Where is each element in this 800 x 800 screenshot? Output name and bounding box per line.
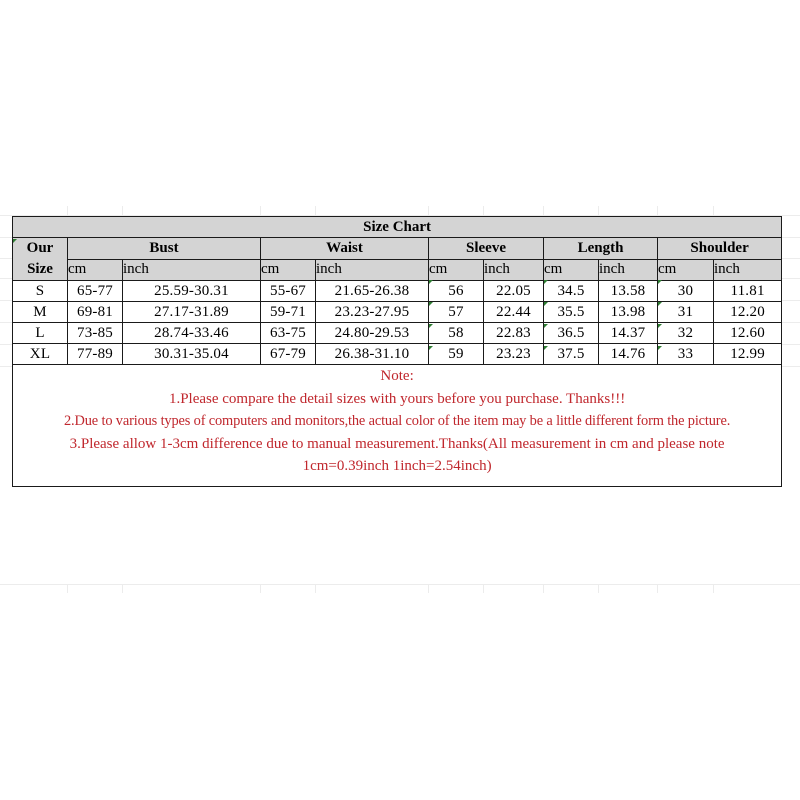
bust-inch-cell: 25.59-30.31 <box>123 281 261 302</box>
sleeve-cm-cell: 56 <box>429 281 484 302</box>
spreadsheet-gridline <box>315 206 316 216</box>
sleeve-cm-cell: 57 <box>429 302 484 323</box>
spreadsheet-gridline <box>543 206 544 216</box>
unit-header: cm <box>544 259 599 281</box>
cell-indicator-icon <box>544 346 548 350</box>
length-cm-cell: 37.5 <box>544 344 599 365</box>
note-line-1: 1.Please compare the detail sizes with yours before you purchase. Thanks!!! <box>168 390 626 407</box>
waist-cm-cell: 59-71 <box>261 302 316 323</box>
spreadsheet-gridline <box>713 585 714 593</box>
note-line-2: 2.Due to various types of computers and monitors,the actual color of the item may be a little different form the picture. <box>64 413 731 429</box>
waist-inch-cell: 24.80-29.53 <box>316 323 429 344</box>
note-line-3: 3.Please allow 1-3cm difference due to manual measurement.Thanks(All measurement in cm and please note <box>69 435 725 452</box>
shoulder-cm-cell: 32 <box>658 323 714 344</box>
unit-header: inch <box>599 259 658 281</box>
bust-cm-cell: 77-89 <box>68 344 123 365</box>
unit-header: inch <box>316 259 429 281</box>
cell-indicator-icon <box>13 239 17 243</box>
sleeve-cm-cell: 59 <box>429 344 484 365</box>
spreadsheet-gridline <box>67 585 68 593</box>
group-header-sleeve: Sleeve <box>429 238 544 260</box>
length-inch-cell: 13.58 <box>599 281 658 302</box>
shoulder-inch-cell: 11.81 <box>714 281 782 302</box>
cell-indicator-icon <box>429 302 433 306</box>
cell-indicator-icon <box>544 324 548 328</box>
waist-cm-cell: 67-79 <box>261 344 316 365</box>
spreadsheet-gridline <box>67 206 68 216</box>
spreadsheet-gridline <box>428 585 429 593</box>
cell-indicator-icon <box>429 280 433 284</box>
cell-indicator-icon <box>544 302 548 306</box>
spreadsheet-gridline <box>122 206 123 216</box>
bust-inch-cell: 27.17-31.89 <box>123 302 261 323</box>
chart-title: Size Chart <box>13 217 782 238</box>
size-cell: M <box>13 302 68 323</box>
cell-indicator-icon <box>658 346 662 350</box>
waist-cm-cell: 55-67 <box>261 281 316 302</box>
group-header-length: Length <box>544 238 658 260</box>
sleeve-inch-cell: 23.23 <box>484 344 544 365</box>
group-header-shoulder: Shoulder <box>658 238 782 260</box>
length-cm-cell: 34.5 <box>544 281 599 302</box>
waist-inch-cell: 26.38-31.10 <box>316 344 429 365</box>
spreadsheet-gridline <box>598 585 599 593</box>
bust-cm-cell: 65-77 <box>68 281 123 302</box>
size-column-header <box>13 238 68 281</box>
spreadsheet-gridline <box>483 585 484 593</box>
shoulder-inch-cell: 12.20 <box>714 302 782 323</box>
spreadsheet-gridline <box>483 206 484 216</box>
cell-indicator-icon <box>429 346 433 350</box>
shoulder-cm-cell: 31 <box>658 302 714 323</box>
spreadsheet-gridline <box>315 585 316 593</box>
cell-indicator-icon <box>658 324 662 328</box>
unit-header-row <box>13 259 782 281</box>
group-header-row <box>13 238 782 260</box>
note-heading: Note: <box>380 368 414 384</box>
shoulder-inch-cell: 12.60 <box>714 323 782 344</box>
size-header-line1: Our <box>26 240 54 256</box>
spreadsheet-gridline <box>260 206 261 216</box>
title-row <box>13 217 782 238</box>
shoulder-cm-cell: 30 <box>658 281 714 302</box>
length-cm-cell: 36.5 <box>544 323 599 344</box>
cell-indicator-icon <box>429 324 433 328</box>
length-inch-cell: 13.98 <box>599 302 658 323</box>
size-cell: XL <box>13 344 68 365</box>
size-cell: S <box>13 281 68 302</box>
unit-header: cm <box>261 259 316 281</box>
cell-indicator-icon <box>658 302 662 306</box>
bust-cm-cell: 73-85 <box>68 323 123 344</box>
sleeve-inch-cell: 22.44 <box>484 302 544 323</box>
spreadsheet-gridline <box>0 584 800 585</box>
spreadsheet-gridline <box>598 206 599 216</box>
notes-row <box>13 365 782 487</box>
unit-header: cm <box>658 259 714 281</box>
waist-inch-cell: 21.65-26.38 <box>316 281 429 302</box>
spreadsheet-gridline <box>260 585 261 593</box>
length-cm-cell: 35.5 <box>544 302 599 323</box>
spreadsheet-gridline <box>657 585 658 593</box>
sleeve-cm-cell: 58 <box>429 323 484 344</box>
notes-cell <box>13 365 782 487</box>
unit-header: inch <box>123 259 261 281</box>
bust-cm-cell: 69-81 <box>68 302 123 323</box>
cell-indicator-icon <box>544 280 548 284</box>
size-cell: L <box>13 323 68 344</box>
shoulder-inch-cell: 12.99 <box>714 344 782 365</box>
group-header-bust: Bust <box>68 238 261 260</box>
cell-indicator-icon <box>658 280 662 284</box>
unit-header: cm <box>429 259 484 281</box>
bust-inch-cell: 30.31-35.04 <box>123 344 261 365</box>
group-header-waist: Waist <box>261 238 429 260</box>
length-inch-cell: 14.37 <box>599 323 658 344</box>
sleeve-inch-cell: 22.05 <box>484 281 544 302</box>
sleeve-inch-cell: 22.83 <box>484 323 544 344</box>
notes-block <box>13 365 781 486</box>
spreadsheet-gridline <box>543 585 544 593</box>
waist-inch-cell: 23.23-27.95 <box>316 302 429 323</box>
spreadsheet-gridline <box>428 206 429 216</box>
table-row <box>13 344 782 365</box>
size-chart-table <box>12 216 782 487</box>
size-header-line2: Size <box>27 261 53 277</box>
unit-header: inch <box>714 259 782 281</box>
length-inch-cell: 14.76 <box>599 344 658 365</box>
table-row <box>13 302 782 323</box>
unit-header: inch <box>484 259 544 281</box>
unit-header: cm <box>68 259 123 281</box>
spreadsheet-gridline <box>122 585 123 593</box>
size-chart-sheet <box>12 216 781 487</box>
waist-cm-cell: 63-75 <box>261 323 316 344</box>
table-row <box>13 281 782 302</box>
table-row <box>13 323 782 344</box>
spreadsheet-gridline <box>713 206 714 216</box>
shoulder-cm-cell: 33 <box>658 344 714 365</box>
note-line-4: 1cm=0.39inch 1inch=2.54inch) <box>302 458 492 474</box>
bust-inch-cell: 28.74-33.46 <box>123 323 261 344</box>
spreadsheet-gridline <box>657 206 658 216</box>
